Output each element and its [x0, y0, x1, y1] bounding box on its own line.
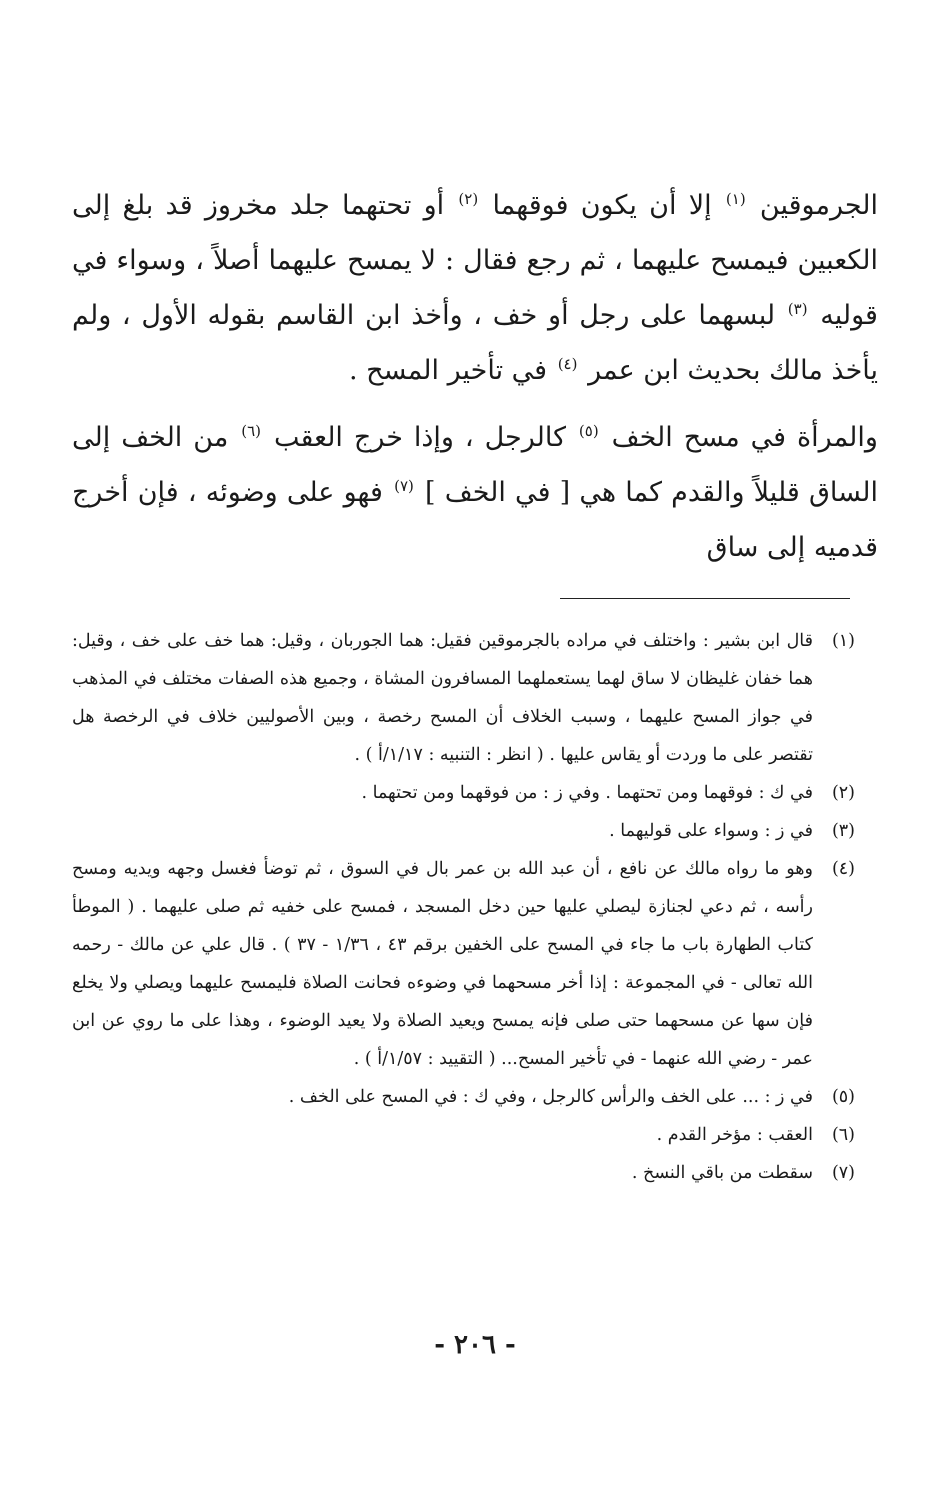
footnote-ref-2: (٢) — [458, 190, 479, 208]
footnote-number: (٥) — [831, 1087, 855, 1107]
footnote-separator — [560, 598, 850, 599]
footnote-7 — [72, 1154, 855, 1192]
footnote-ref-4: (٤) — [557, 355, 578, 373]
footnote-text: في ز : وسواء على قوليهما . — [609, 821, 813, 841]
footnote-number: (٣) — [831, 821, 855, 841]
footnote-5 — [72, 1078, 855, 1116]
text-segment: إلا أن يكون فوقهما — [492, 190, 712, 221]
footnote-text: العقب : مؤخر القدم . — [656, 1125, 813, 1145]
text-segment: أو تحتهما جلد مخروز قد بلغ إلى الكعبين فيمسح عليهما ، ثم رجع فقال : لا يمسح عليهما أصلاً ، وسواء في قوليه — [72, 190, 878, 331]
footnote-number: (٤) — [831, 859, 855, 879]
text-segment: الجرموقين — [759, 190, 878, 221]
text-segment: من الخف إلى الساق قليلاً والقدم كما هي [ في الخف ] — [72, 422, 878, 508]
footnote-3 — [72, 812, 855, 850]
footnote-2 — [72, 774, 855, 812]
paragraph-2 — [72, 410, 878, 575]
footnote-ref-5: (٥) — [578, 422, 599, 440]
footnote-ref-3: (٣) — [787, 300, 808, 318]
text-segment: في تأخير المسح . — [349, 355, 548, 386]
footnote-text: قال ابن بشير : واختلف في مراده بالجرموقين فقيل: هما الجوربان ، وقيل: هما خف على خف ، وقيل: هما خفان غليظان لا ساق لهما يستعملهما المسافرون المشاة ، وجميع هذه الصفات مختلف في المذهب في جواز المسح عليهما ، وسبب الخلاف أن المسح رخصة ، وبين الأصوليين خلاف في الرخصة هل تقتصر على ما وردت أو يقاس عليها . ( انظر : التنبيه : ١/١٧/أ ) . — [72, 631, 814, 765]
main-text — [72, 178, 878, 575]
footnotes — [72, 622, 855, 1192]
footnote-ref-6: (٦) — [241, 422, 262, 440]
footnote-6 — [72, 1116, 855, 1154]
footnote-1 — [72, 622, 855, 774]
footnote-number: (١) — [831, 631, 855, 651]
footnote-text: سقطت من باقي النسخ . — [631, 1163, 813, 1183]
footnote-number: (٦) — [831, 1125, 855, 1145]
paragraph-1 — [72, 178, 878, 398]
text-segment: كالرجل ، وإذا خرج العقب — [274, 422, 566, 453]
footnote-4 — [72, 850, 855, 1078]
text-segment: فهو على وضوئه ، فإن أخرج قدميه إلى ساق — [72, 477, 878, 563]
footnote-ref-7: (٧) — [394, 477, 414, 495]
text-segment: والمرأة في مسح الخف — [611, 422, 878, 453]
page-number: - ٢٠٦ - — [434, 1330, 516, 1360]
footnote-number: (٢) — [831, 783, 855, 803]
footnote-text: وهو ما رواه مالك عن نافع ، أن عبد الله بن عمر بال في السوق ، ثم توضأ فغسل وجهه ويديه ومسح رأسه ، ثم دعي لجنازة ليصلي عليها حين دخل المسجد ، فمسح على خفيه ثم صلى عليهما . ( الموطأ كتاب الطهارة باب ما جاء في المسح على الخفين برقم ٤٣ ، ١/٣٦ - ٣٧ ) . قال علي عن مالك - رحمه الله تعالى - في المجموعة : إذا أخر مسحهما في وضوءه فحانت الصلاة فليمسح عليهما ويصلي ولا يخلع فإن سها عن مسحهما حتى صلى فإنه يمسح ويعيد الصلاة ولا يعيد الوضوء ، وهذا على ما روي عن ابن عمر - رضي الله عنهما - في تأخير المسح... ( التقييد : ١/٥٧/أ ) . — [72, 859, 813, 1069]
footnote-ref-1: (١) — [725, 190, 746, 208]
footnote-text: في ك : فوقهما ومن تحتهما . وفي ز : من فوقهما ومن تحتهما . — [361, 783, 813, 803]
footnote-text: في ز : ... على الخف والرأس كالرجل ، وفي ك : في المسح على الخف . — [288, 1087, 813, 1107]
footnote-number: (٧) — [831, 1163, 855, 1183]
text-segment: لبسهما على رجل أو خف ، وأخذ ابن القاسم بقوله الأول ، ولم يأخذ مالك بحديث ابن عمر — [72, 300, 878, 386]
